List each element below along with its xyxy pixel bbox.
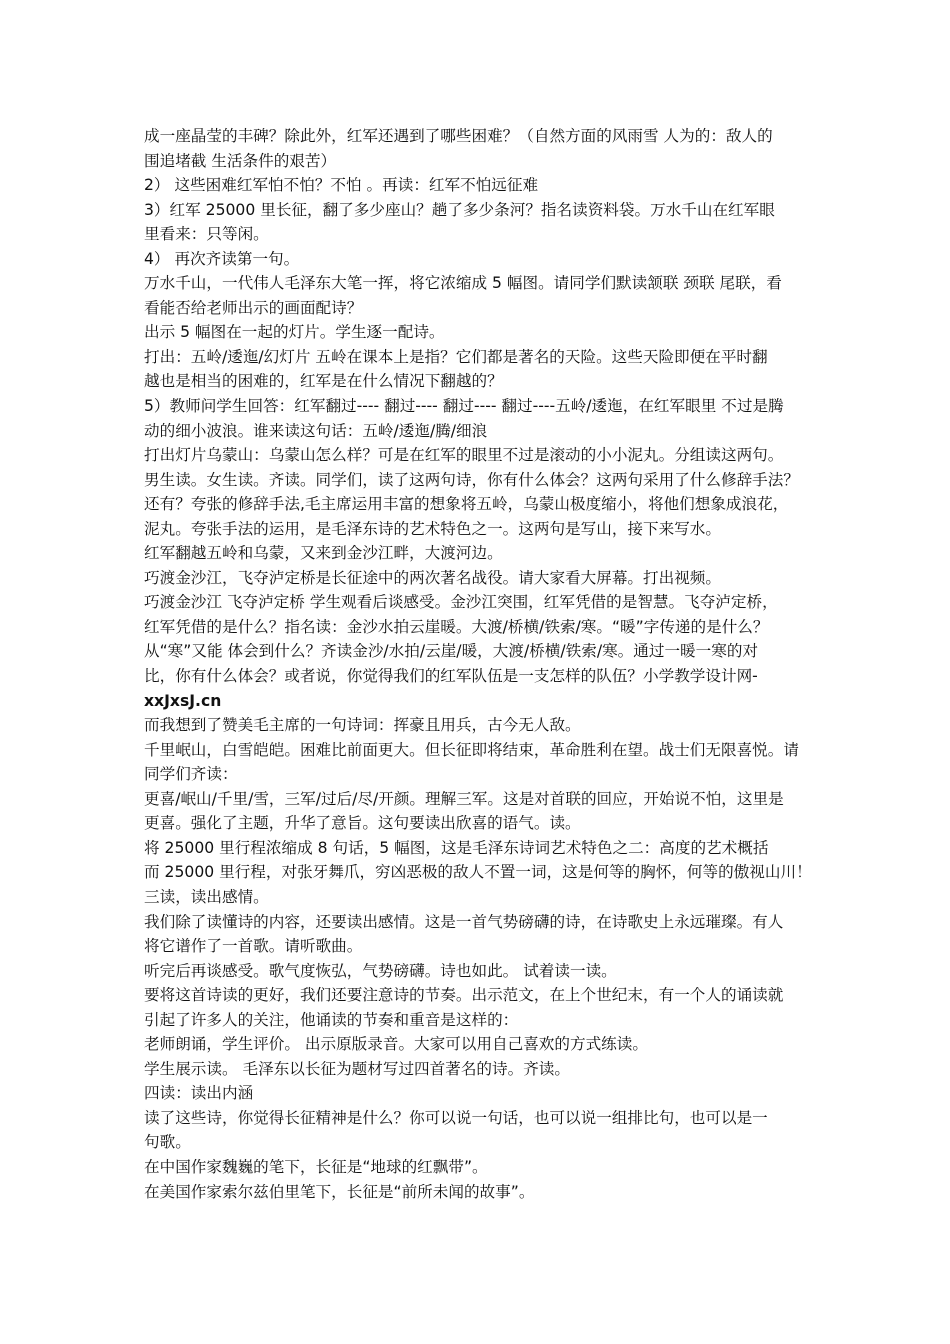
text-line: 在美国作家索尔兹伯里笔下，长征是“前所未闻的故事”。 bbox=[144, 1182, 535, 1201]
text-line: 我们除了读懂诗的内容，还要读出感情。这是一首气势磅礴的诗，在诗歌史上永远璀璨。有人 bbox=[144, 912, 784, 931]
text-line: 里看来：只等闲。 bbox=[144, 225, 269, 244]
text-line: 更喜/岷山/千里/雪，三军/过后/尽/开颜。理解三军。这是对首联的回应，开始说不怕，这里是 bbox=[144, 789, 784, 808]
text-line: 要将这首诗读的更好，我们还要注意诗的节奏。出示范文，在上个世纪末，有一个人的诵读就 bbox=[144, 986, 784, 1005]
text-line: 动的细小波浪。谁来读这句话：五岭/逶迤/腾/细浪 bbox=[144, 421, 488, 440]
text-line: 在中国作家魏巍的笔下，长征是“地球的红飘带”。 bbox=[144, 1157, 488, 1176]
text-line: 更喜。强化了主题，升华了意旨。这句要读出欣喜的语气。读。 bbox=[144, 814, 581, 833]
text-line: 巧渡金沙江 飞夺泸定桥 学生观看后谈感受。金沙江突围，红军凭借的是智慧。飞夺泸定桥， bbox=[144, 593, 778, 612]
text-line: 将 25000 里行程浓缩成 8 句话，5 幅图，这是毛泽东诗词艺术特色之二：高度的艺术概括 bbox=[144, 838, 769, 857]
text-line: 打出：五岭/逶迤/幻灯片 五岭在课本上是指？它们都是著名的天险。这些天险即便在平时翻 bbox=[144, 347, 768, 366]
text-line: 比，你有什么体会？或者说，你觉得我们的红军队伍是一支怎样的队伍？小学教学设计网- bbox=[144, 667, 758, 686]
text-line: xxJxsJ.cn bbox=[144, 691, 222, 710]
text-line: 四读：读出内涵 bbox=[144, 1084, 254, 1103]
text-line: 听完后再谈感受。歌气度恢弘，气势磅礴。诗也如此。 试着读一读。 bbox=[144, 961, 617, 980]
text-line: 学生展示读。 毛泽东以长征为题材写过四首著名的诗。齐读。 bbox=[144, 1059, 570, 1078]
text-line: 从“寒”又能 体会到什么？齐读金沙/水拍/云崖/暖，大渡/桥横/铁索/寒。通过一暖一寒的对 bbox=[144, 642, 759, 661]
document-body bbox=[144, 124, 820, 1204]
text-line: 围追堵截 生活条件的艰苦） bbox=[144, 151, 337, 170]
text-line: 看能否给老师出示的画面配诗？ bbox=[144, 298, 363, 317]
text-line: 读了这些诗，你觉得长征精神是什么？你可以说一句话，也可以说一组排比句，也可以是一 bbox=[144, 1108, 768, 1127]
text-line: 红军凭借的是什么？指名读：金沙水拍云崖暖。大渡/桥横/铁索/寒。“暖”字传递的是什么？ bbox=[144, 617, 769, 636]
text-line: 而我想到了赞美毛主席的一句诗词：挥豪且用兵，古今无人敌。 bbox=[144, 716, 581, 735]
text-line: 句歌。 bbox=[144, 1133, 191, 1152]
text-line: 2） 这些困难红军怕不怕？不怕 。再读：红军不怕远征难 bbox=[144, 176, 539, 195]
text-line: 还有？夸张的修辞手法,毛主席运用丰富的想象将五岭，乌蒙山极度缩小，将他们想象成浪花， bbox=[144, 495, 789, 514]
text-line: 万水千山，一代伟人毛泽东大笔一挥，将它浓缩成 5 幅图。请同学们默读颔联 颈联 尾联，看 bbox=[144, 274, 782, 293]
text-line: 同学们齐读： bbox=[144, 765, 238, 784]
text-line: 引起了许多人的关注，他诵读的节奏和重音是这样的： bbox=[144, 1010, 519, 1029]
text-line: 出示 5 幅图在一起的灯片。学生逐一配诗。 bbox=[144, 323, 445, 342]
text-line: 老师朗诵，学生评价。 出示原版录音。大家可以用自己喜欢的方式练读。 bbox=[144, 1035, 648, 1054]
text-line: 而 25000 里行程，对张牙舞爪，穷凶恶极的敌人不置一词，这是何等的胸怀，何等的傲视山川！ bbox=[144, 863, 812, 882]
text-line: 三读，读出感情。 bbox=[144, 887, 269, 906]
text-line: 男生读。女生读。齐读。同学们，读了这两句诗，你有什么体会？这两句采用了什么修辞手法？ bbox=[144, 470, 799, 489]
text-line: 将它谱作了一首歌。请听歌曲。 bbox=[144, 937, 363, 956]
text-line: 红军翻越五岭和乌蒙，又来到金沙江畔，大渡河边。 bbox=[144, 544, 503, 563]
text-line: 越也是相当的困难的，红军是在什么情况下翻越的？ bbox=[144, 372, 503, 391]
text-line: 5）教师问学生回答：红军翻过---- 翻过---- 翻过---- 翻过----五岭/逶迤，在红军眼里 不过是腾 bbox=[144, 397, 784, 416]
text-line: 巧渡金沙江，飞夺泸定桥是长征途中的两次著名战役。请大家看大屏幕。打出视频。 bbox=[144, 568, 721, 587]
text-line: 千里岷山，白雪皑皑。困难比前面更大。但长征即将结束，革命胜利在望。战士们无限喜悦。请 bbox=[144, 740, 799, 759]
text-line: 4） 再次齐读第一句。 bbox=[144, 249, 300, 268]
text-line: 成一座晶莹的丰碑？除此外，红军还遇到了哪些困难？（自然方面的风雨雪 人为的：敌人的 bbox=[144, 127, 773, 145]
text-line: 泥丸。夸张手法的运用，是毛泽东诗的艺术特色之一。这两句是写山，接下来写水。 bbox=[144, 519, 721, 538]
text-line: 打出灯片乌蒙山：乌蒙山怎么样？可是在红军的眼里不过是滚动的小小泥丸。分组读这两句。 bbox=[144, 446, 784, 465]
text-line: 3）红军 25000 里长征，翻了多少座山？趟了多少条河？指名读资料袋。万水千山在红军眼 bbox=[144, 200, 775, 219]
